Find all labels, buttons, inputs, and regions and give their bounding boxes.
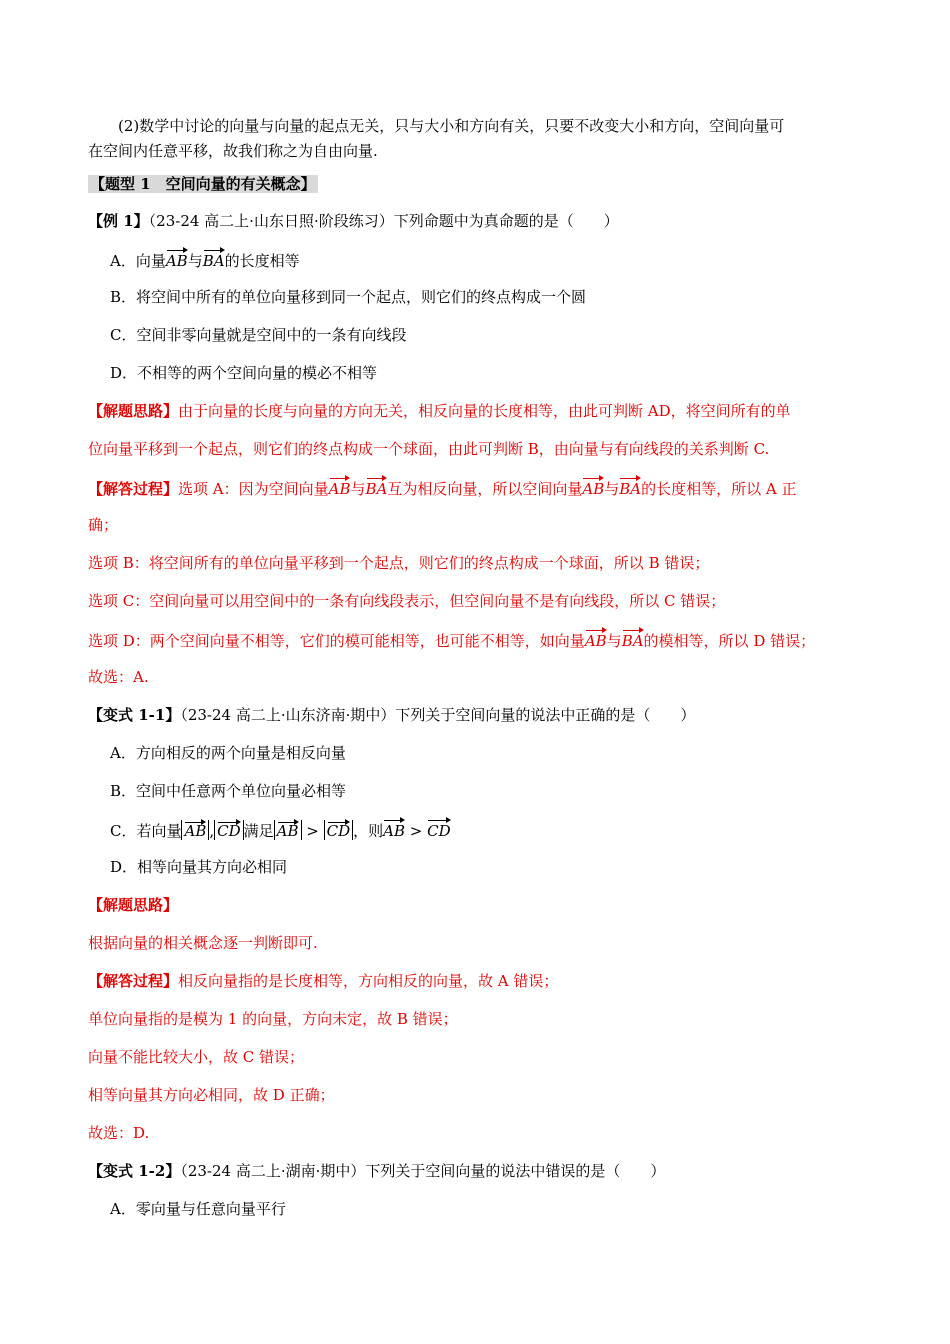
variant-1-1-process-4: 相等向量其方向必相同，故 D 正确； xyxy=(88,1086,335,1104)
example-1-process-a: 【解答过程】选项 A：因为空间向量AB与BA互为相反向量，所以空间向量AB与BA的长度相等，所以 A 正 xyxy=(88,476,868,500)
example-1-option-d: D．不相等的两个空间向量的模必不相等 xyxy=(110,364,378,382)
section-header: 【题型 1 空间向量的有关概念】 xyxy=(90,175,316,193)
variant-1-1-process-1: 【解答过程】相反向量指的是长度相等，方向相反的向量，故 A 错误； xyxy=(88,972,559,990)
example-1-idea-line-2: 位向量平移到一个起点，则它们的终点构成一个球面，由此可判断 B，由向量与有向线段的关系判断 C. xyxy=(88,440,770,458)
example-1-process-a-cont: 确； xyxy=(88,516,119,534)
variant-1-1-option-a: A．方向相反的两个向量是相反向量 xyxy=(110,744,346,762)
variant-1-1-stem: 【变式 1-1】（23-24 高二上·山东济南·期中）下列关于空间向量的说法中正确的是（ ） xyxy=(88,706,696,724)
example-1-option-b: B．将空间中所有的单位向量移到同一个起点，则它们的终点构成一个圆 xyxy=(110,288,587,306)
variant-1-2-option-a: A．零向量与任意向量平行 xyxy=(110,1200,286,1218)
example-1-stem: 【例 1】（23-24 高二上·山东日照·阶段练习）下列命题中为真命题的是（ ） xyxy=(88,212,619,230)
variant-1-1-idea: 根据向量的相关概念逐一判断即可. xyxy=(88,934,318,952)
example-1-idea-line-1: 【解题思路】由于向量的长度与向量的方向无关，相反向量的长度相等，由此可判断 AD，将空间所有的单 xyxy=(88,402,791,420)
intro-line-2: 在空间内任意平移，故我们称之为自由向量. xyxy=(88,142,378,160)
example-1-process-c: 选项 C：空间向量可以用空间中的一条有向线段表示，但空间向量不是有向线段，所以 C 错误； xyxy=(88,592,726,610)
example-1-option-c: C．空间非零向量就是空间中的一条有向线段 xyxy=(110,326,407,344)
variant-1-1-process-2: 单位向量指的是模为 1 的向量，方向未定，故 B 错误； xyxy=(88,1010,458,1028)
variant-1-1-idea-label: 【解题思路】 xyxy=(88,896,179,914)
intro-line-1: (2)数学中讨论的向量与向量的起点无关，只与大小和方向有关，只要不改变大小和方向，空间向量可 xyxy=(118,117,785,135)
variant-1-1-process-3: 向量不能比较大小，故 C 错误； xyxy=(88,1048,305,1066)
variant-1-1-option-c: C．若向量 AB , CD 满足 AB > CD ，则AB > CD xyxy=(110,818,890,842)
variant-1-2-stem: 【变式 1-2】（23-24 高二上·湖南·期中）下列关于空间向量的说法中错误的是（ ） xyxy=(88,1162,666,1180)
variant-1-1-answer: 故选：D. xyxy=(88,1124,150,1142)
example-1-process-b: 选项 B：将空间所有的单位向量平移到一个起点，则它们的终点构成一个球面，所以 B 错误； xyxy=(88,554,710,572)
example-1-answer: 故选：A. xyxy=(88,668,149,686)
variant-1-1-option-d: D．相等向量其方向必相同 xyxy=(110,858,288,876)
example-1-process-d: 选项 D：两个空间向量不相等，它们的模可能相等，也可能不相等，如向量AB与BA的模相等，所以 D 错误； xyxy=(88,628,868,652)
variant-1-1-option-b: B．空间中任意两个单位向量必相等 xyxy=(110,782,347,800)
example-1-option-a: A．向量AB与BA的长度相等 xyxy=(110,248,890,272)
